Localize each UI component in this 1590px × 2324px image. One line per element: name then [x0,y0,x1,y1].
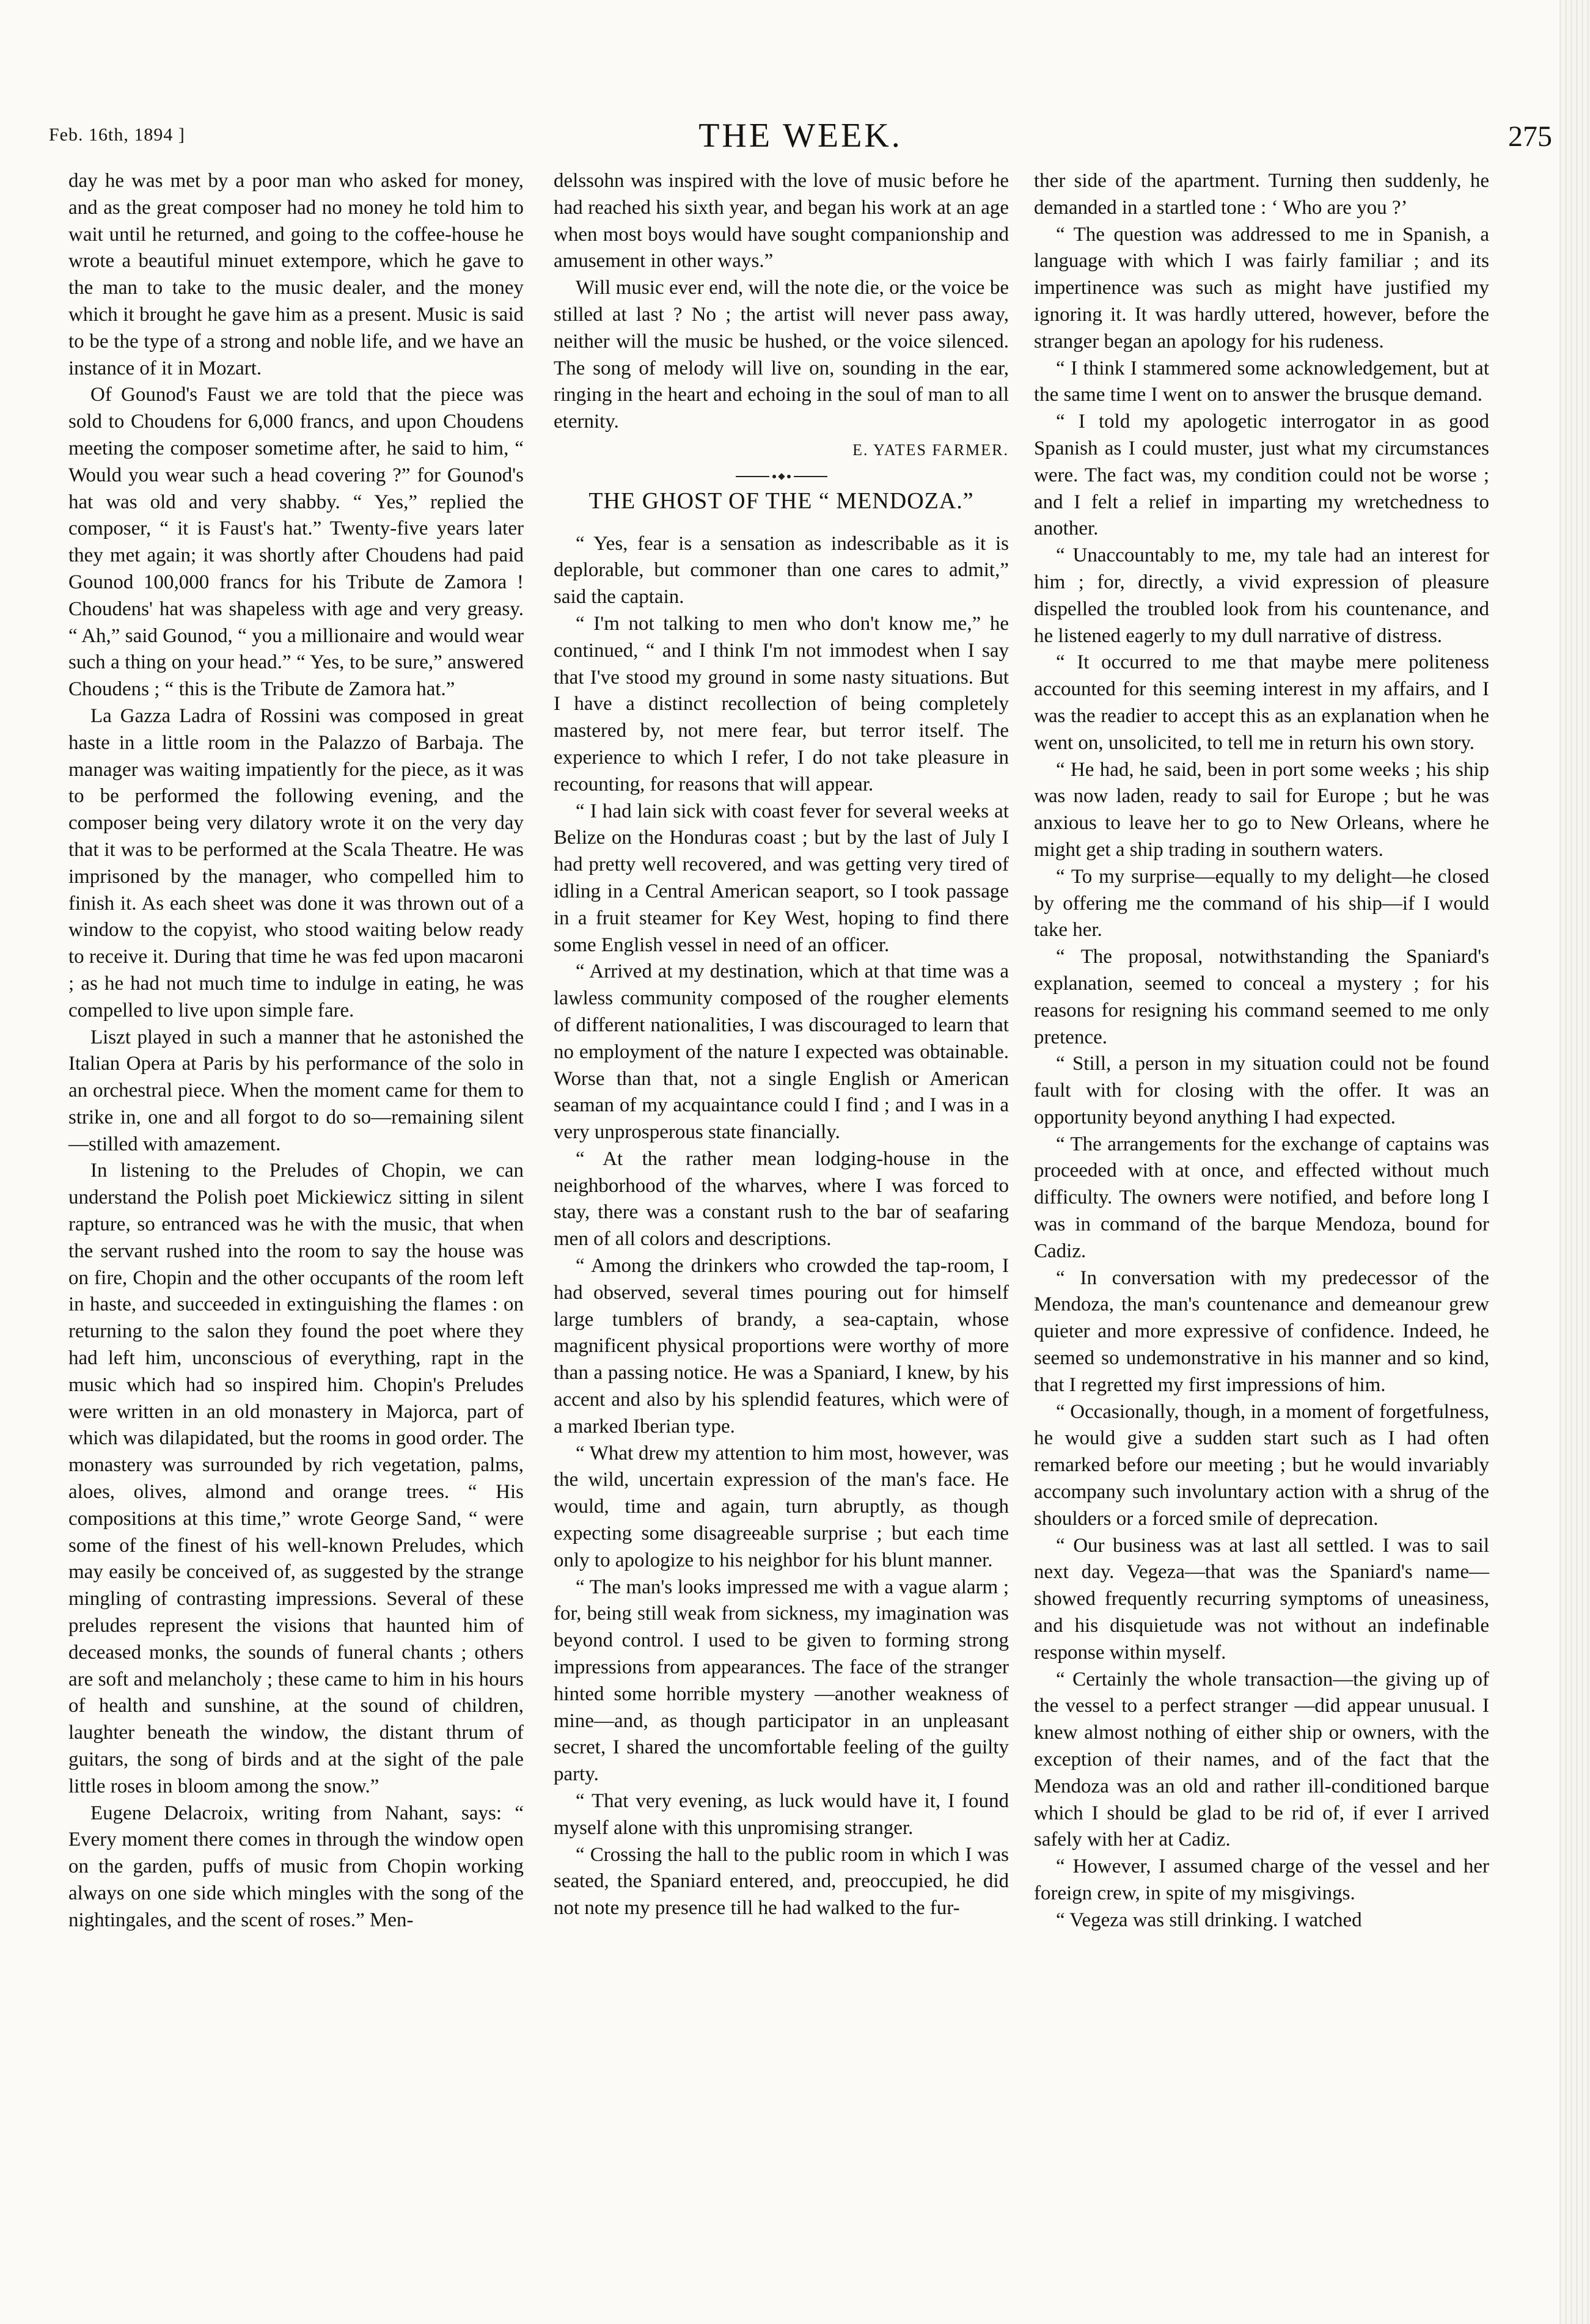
paragraph: “ The man's looks impressed me with a vague alarm ; for, being still weak from sickness, my imagination was beyond control. I used to be given to forming strong impressions from appearances. The face of the stranger hinted some horrible mystery —another weakness of mine—and, as though participator in an unpleasant secret, I shared the uncomfortable feeling of the guilty party. [554,1576,1009,1786]
paragraph: In listening to the Preludes of Chopin, we can understand the Polish poet Mickiewicz sitting in silent rapture, so entranced was he with the music, that when the servant rushed into the room to say the house was on fire, Chopin and the other occupants of the room left in haste, and succeeded in extinguishing the flames : on returning to the salon they found the poet where they had left him, unconscious of everything, rapt in the music which had so inspired him. Chopin's Preludes were written in an old monastery in Majorca, part of which was dilapidated, but the rooms in good order. The monastery was surrounded by rich vegetation, palms, aloes, olives, almond and orange trees. “ His compositions at this time,” wrote George Sand, “ were some of the finest of his well-known Preludes, which may easily be conceived of, as suggested by the strange mingling of contrasting impressions. Several of these preludes represent the visions that haunted him of deceased monks, the sounds of funeral chants ; others are soft and melancholy ; these came to him in his hours of health and sunshine, at the sound of children, laughter beneath the window, the distant thrum of guitars, the song of birds and at the sight of the pale little roses in bloom among the snow.” [68,1160,524,1797]
paragraph: “ I think I stammered some acknowledgement, but at the same time I went on to answer the brusque demand. [1034,357,1489,406]
paragraph: “ Vegeza was still drinking. I watched [1056,1909,1362,1931]
paragraph: “ To my surprise—equally to my delight—he closed by offering me the command of his ship—if I would take her. [1034,865,1489,941]
paragraph: “ I told my apologetic interrogator in as good Spanish as I could muster, just what my circumstances were. The fact was, my condition could not be worse ; and I felt a relief in imparting my wretchedness to another. [1034,411,1489,540]
ornament-rule-icon [736,472,827,481]
paragraph: “ It occurred to me that maybe mere politeness accounted for this seeming interest in my affairs, and I was the readier to accept this as an explanation when he went on, unsolicited, to tell me in return his own story. [1034,651,1489,754]
paragraph: “ He had, he said, been in port some weeks ; his ship was now laden, ready to sail for Europe ; but he was anxious to leave her to go to New Orleans, where he might get a ship trading in southern waters. [1034,758,1489,861]
paragraph: “ What drew my attention to him most, however, was the wild, uncertain expression of the man's face. He would, time and again, turn abruptly, as though expecting some disagreeable surprise ; but each time only to apologize to his neighbor for his blunt manner. [554,1442,1009,1571]
page-number: 275 [1508,120,1552,153]
paragraph: Liszt played in such a manner that he astonished the Italian Opera at Paris by his performance of the solo in an orchestral piece. When the moment came for them to strike in, one and all forgot to do so—remaining silent—stilled with amazement. [68,1026,524,1155]
paragraph: “ Unaccountably to me, my tale had an interest for him ; for, directly, a vivid expression of pleasure dispelled the troubled look from his countenance, and he listened eagerly to my dull narrative of distress. [1034,544,1489,647]
paragraph: “ The arrangements for the exchange of captains was proceeded with at once, and effected without much difficulty. The owners were notified, and before long I was in command of the barque Mendoza, bound for Cadiz. [1034,1133,1489,1262]
paragraph: “ The question was addressed to me in Spanish, a language with which I was fairly familiar ; and its impertinence was such as might have justified my ignoring it. It was hardly uttered, however, before the stranger began an apology for his rudeness. [1034,223,1489,353]
page-edge-bleed [1559,0,1590,2324]
author-signature: E. YATES FARMER. [852,440,1009,459]
paragraph: “ The proposal, notwithstanding the Spaniard's explanation, seemed to conceal a mystery ; for his reasons for resigning his command seemed to me only pretence. [1034,946,1489,1048]
paragraph: “ However, I assumed charge of the vessel and her foreign crew, in spite of my misgivings. [1034,1855,1489,1904]
paragraph: “ I had lain sick with coast fever for several weeks at Belize on the Honduras coast ; but by the last of July I had pretty well recovered, and was getting very tired of idling in a Central American seaport, so I took passage in a fruit steamer for Key West, hoping to find there some English vessel in need of an officer. [554,800,1009,956]
paragraph: “ Our business was at last all settled. I was to sail next day. Vegeza—that was the Spaniard's name—showed frequently recurring symptoms of uneasiness, and his disquietude was not without an indefinable response within myself. [1034,1534,1489,1664]
page-header [49,116,1552,165]
section-divider [554,469,1009,481]
paragraph: ther side of the apartment. Turning then suddenly, he demanded in a startled tone : ‘ Who are you ?’ [1034,170,1489,219]
paragraph: “ At the rather mean lodging-house in the neighborhood of the wharves, where I was forced to stay, there was a constant rush to the bar of seafaring men of all colors and descriptions. [554,1147,1009,1251]
column-3 [1034,168,1489,1934]
paragraph: “ Still, a person in my situation could not be found fault with for closing with the offer. It was an opportunity beyond anything I had expected. [1034,1053,1489,1128]
paragraph: “ That very evening, as luck would have it, I found myself alone with this unpromising stranger. [554,1790,1009,1839]
paragraph: “ Occasionally, though, in a moment of forgetfulness, he would give a sudden start such as I had often remarked before our meeting ; but he would invariably accompany such involuntary action with a shrug of the shoulders or a forced smile of deprecation. [1034,1400,1489,1530]
column-2 [554,168,1009,1922]
paragraph: “ Crossing the hall to the public room in which I was seated, the Spaniard entered, and, preoccupied, he did not note my presence till he had walked to the fur- [554,1843,1009,1920]
article-title: THE GHOST OF THE “ MENDOZA.” [588,488,974,514]
paragraph: Of Gounod's Faust we are told that the piece was sold to Choudens for 6,000 francs, and upon Choudens meeting the composer sometime after, he said to him, “ Would you wear such a head covering ?” for Gounod's hat was old and very shabby. “ Yes,” replied the composer, “ it is Faust's hat.” Twenty-five years later they met again; it was shortly after Choudens had paid Gounod 100,000 francs for his Tribute de Zamora ! Choudens' hat was shapeless with age and very greasy. “ Ah,” said Gounod, “ you a millionaire and would wear such a thing on your head.” “ Yes, to be sure,” answered Choudens ; “ this is the Tribute de Zamora hat.” [68,384,524,701]
paragraph: day he was met by a poor man who asked for money, and as the great composer had no money he told him to wait until he returned, and going to the coffee-house he wrote a beautiful minuet extempore, which he gave to the man to take to the music dealer, and the money which it brought he gave him as a present. Music is said to be the type of a strong and noble life, and we have an instance of it in Mozart. [68,170,524,379]
paragraph: Eugene Delacroix, writing from Nahant, says: “ Every moment there comes in through the window open on the garden, puffs of music from Chopin working always on one side which mingles with the song of the nightingales, and the scent of roses.” Men- [68,1802,524,1931]
masthead-title: THE WEEK. [698,117,903,155]
paragraph: “ Arrived at my destination, which at that time was a lawless community composed of the rougher elements of different nationalities, I was discouraged to learn that no employment of the nature I expected was obtainable. Worse than that, not a single English or American seaman of my acquaintance could I find ; and I was in a very unprosperous state financially. [554,960,1009,1144]
paragraph: “ Among the drinkers who crowded the tap-room, I had observed, several times pouring out for himself large tumblers of brandy, a sea-captain, whose magnificent physical proportions were worthy of more than a passing notice. He was a Spaniard, I knew, by his accent and also by his splendid features, which were of a marked Iberian type. [554,1255,1009,1438]
paragraph: “ Yes, fear is a sensation as indescribable as it is deplorable, but commoner than one cares to admit,” said the captain. [554,532,1009,608]
column-1 [68,168,524,1934]
paragraph: Will music ever end, will the note die, or the voice be stilled at last ? No ; the artist will never pass away, neither will the music be hushed, or the voice silenced. The song of melody will live on, sounding in the ear, ringing in the heart and echoing in the soul of man to all eternity. [554,277,1009,433]
paragraph: “ Certainly the whole transaction—the giving up of the vessel to a perfect stranger —did appear unusual. I knew almost nothing of either ship or owners, with the exception of their names, and of the fact that the Mendoza was an old and rather ill-conditioned barque which I should be glad to be rid of, if ever I arrived safely with her at Cadiz. [1034,1668,1489,1851]
paragraph: La Gazza Ladra of Rossini was composed in great haste in a little room in the Palazzo of Barbaja. The manager was waiting impatiently for the piece, as it was to be performed the following evening, and the composer being very dilatory wrote it on the very day that it was to be performed at the Scala Theatre. He was imprisoned by the manager, who compelled him to finish it. As each sheet was done it was thrown out of a window to the copyist, who stood waiting below ready to receive it. During that time he was fed upon macaroni ; as he had not much time to indulge in eating, he was compelled to live upon simple fare. [68,704,524,1021]
paragraph: delssohn was inspired with the love of music before he had reached his sixth year, and began his work at an age when most boys would have sought companionship and amusement in other ways.” [554,170,1009,272]
paragraph: “ In conversation with my predecessor of the Mendoza, the man's countenance and demeanour grew quieter and more expressive of confidence. Indeed, he seemed so undemonstrative in his manner and so kind, that I regretted my first impressions of him. [1034,1266,1489,1396]
issue-date: Feb. 16th, 1894 ] [49,125,185,145]
paragraph: “ I'm not talking to men who don't know me,” he continued, “ and I think I'm not immodest when I say that I've stood my ground in some nasty situations. But I have a distinct recollection of being completely mastered by, not mere fear, but terror itself. The experience to which I refer, I do not take pleasure in recounting, for reasons that will appear. [554,612,1009,795]
